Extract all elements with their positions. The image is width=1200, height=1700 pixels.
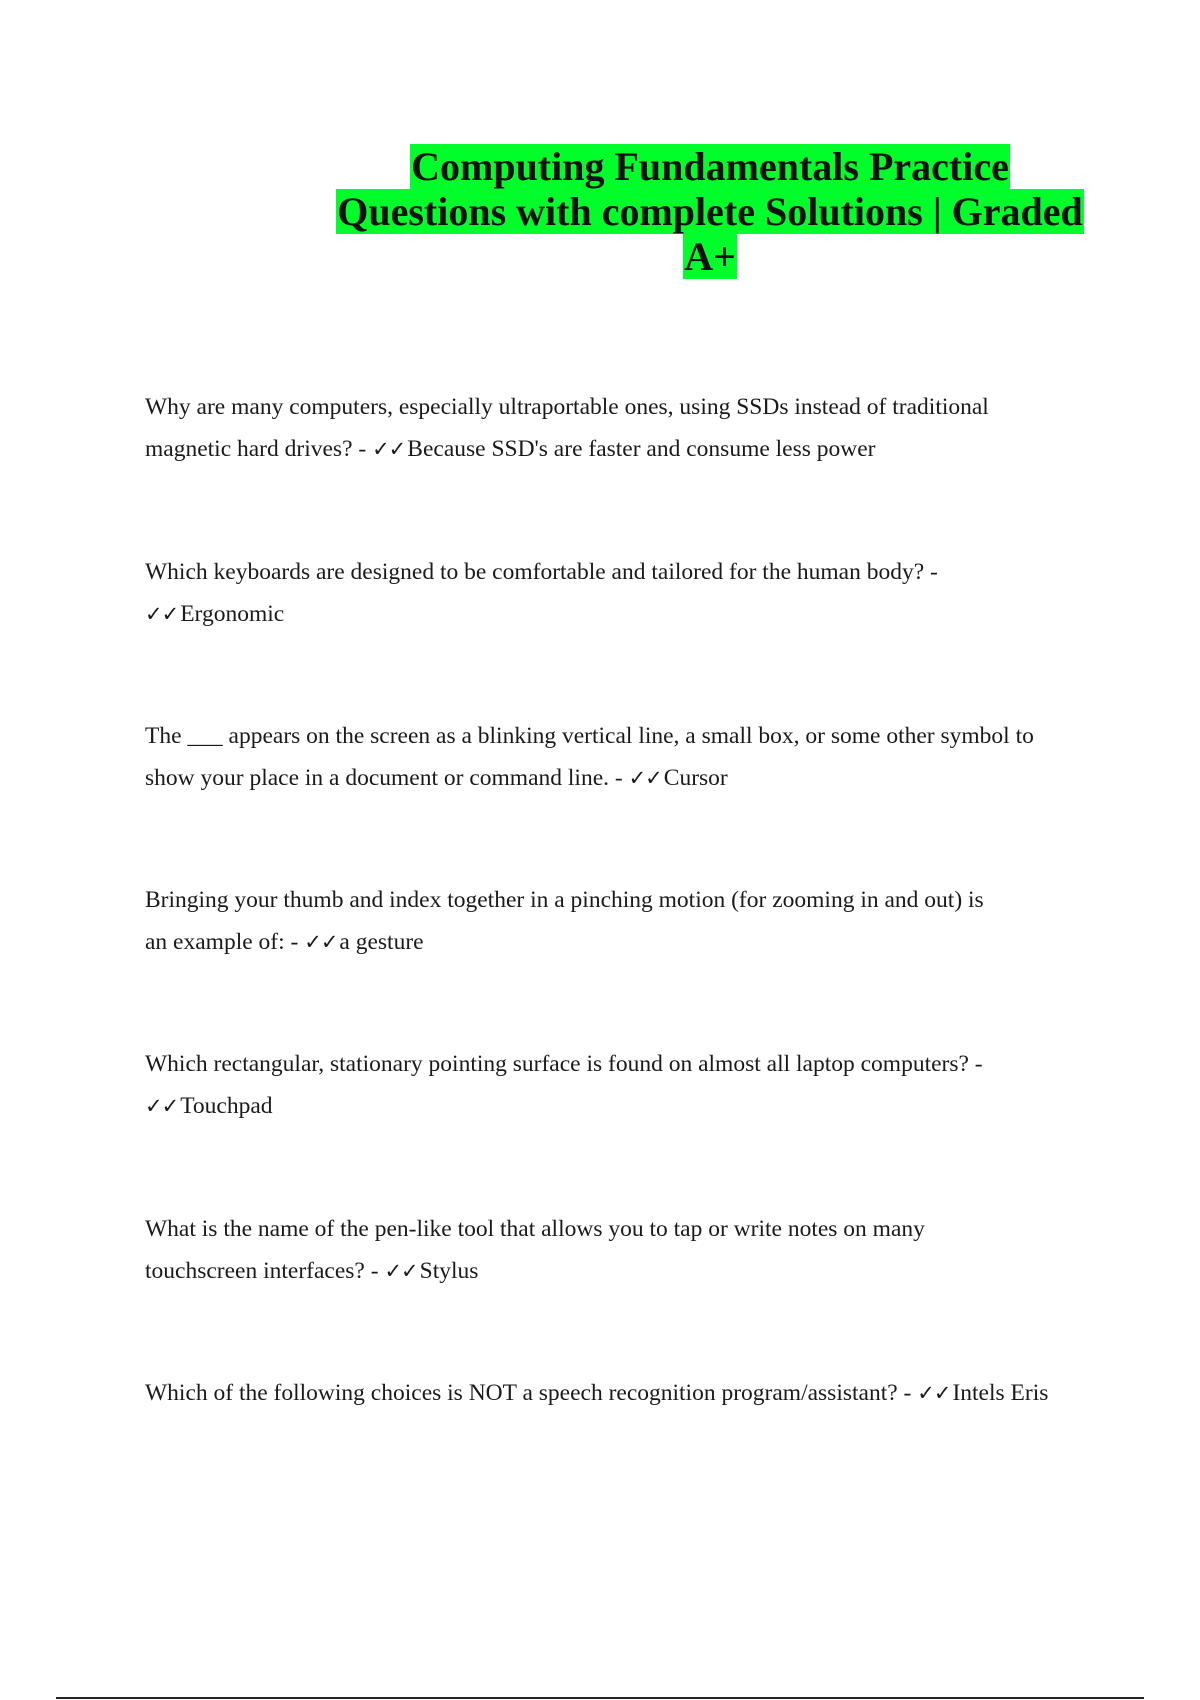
title-line: A+ <box>684 234 736 279</box>
question-text: Which rectangular, stationary pointing surface is found on almost all laptop computers? - <box>145 1051 983 1077</box>
double-check-icon: ✓✓ <box>145 602 179 626</box>
title-line: Computing Fundamentals Practice <box>411 144 1009 189</box>
page-bottom-rule <box>56 1697 1144 1699</box>
double-check-icon: ✓✓ <box>917 1381 951 1405</box>
document-title <box>300 144 1120 279</box>
question-text: Which of the following choices is NOT a speech recognition program/assistant? - <box>145 1380 918 1406</box>
question-text: touchscreen interfaces? - <box>145 1258 385 1284</box>
question-text: an example of: - <box>145 929 305 955</box>
question-text: magnetic hard drives? - <box>145 436 373 462</box>
question-answer-item <box>145 386 1075 470</box>
answer-text: Because SSD's are faster and consume less power <box>407 436 876 462</box>
answer-text: Stylus <box>419 1258 479 1284</box>
question-answer-item <box>145 715 1075 799</box>
answer-text: Touchpad <box>180 1093 273 1119</box>
answer-text: Cursor <box>663 765 728 791</box>
question-answer-item <box>145 1043 1075 1127</box>
double-check-icon: ✓✓ <box>145 1094 179 1118</box>
question-text: Bringing your thumb and index together in a pinching motion (for zooming in and out) is <box>145 887 984 913</box>
question-answer-item <box>145 1372 1075 1414</box>
question-text: Why are many computers, especially ultraportable ones, using SSDs instead of traditional <box>145 394 989 420</box>
answer-text: Ergonomic <box>180 601 285 627</box>
question-answer-item <box>145 879 1075 963</box>
answer-text: a gesture <box>339 929 424 955</box>
double-check-icon: ✓✓ <box>628 766 662 790</box>
question-answer-item <box>145 1208 1075 1292</box>
question-text: show your place in a document or command line. - <box>145 765 629 791</box>
question-text: Which keyboards are designed to be comfortable and tailored for the human body? - <box>145 559 938 585</box>
double-check-icon: ✓✓ <box>304 930 338 954</box>
answer-text: Intels Eris <box>952 1380 1049 1406</box>
double-check-icon: ✓✓ <box>384 1259 418 1283</box>
title-line: Questions with complete Solutions | Graded <box>337 189 1083 234</box>
question-text: The ___ appears on the screen as a blinking vertical line, a small box, or some other symbol to <box>145 723 1034 749</box>
question-text: What is the name of the pen-like tool that allows you to tap or write notes on many <box>145 1216 925 1242</box>
question-answer-item <box>145 551 1075 635</box>
double-check-icon: ✓✓ <box>372 437 406 461</box>
